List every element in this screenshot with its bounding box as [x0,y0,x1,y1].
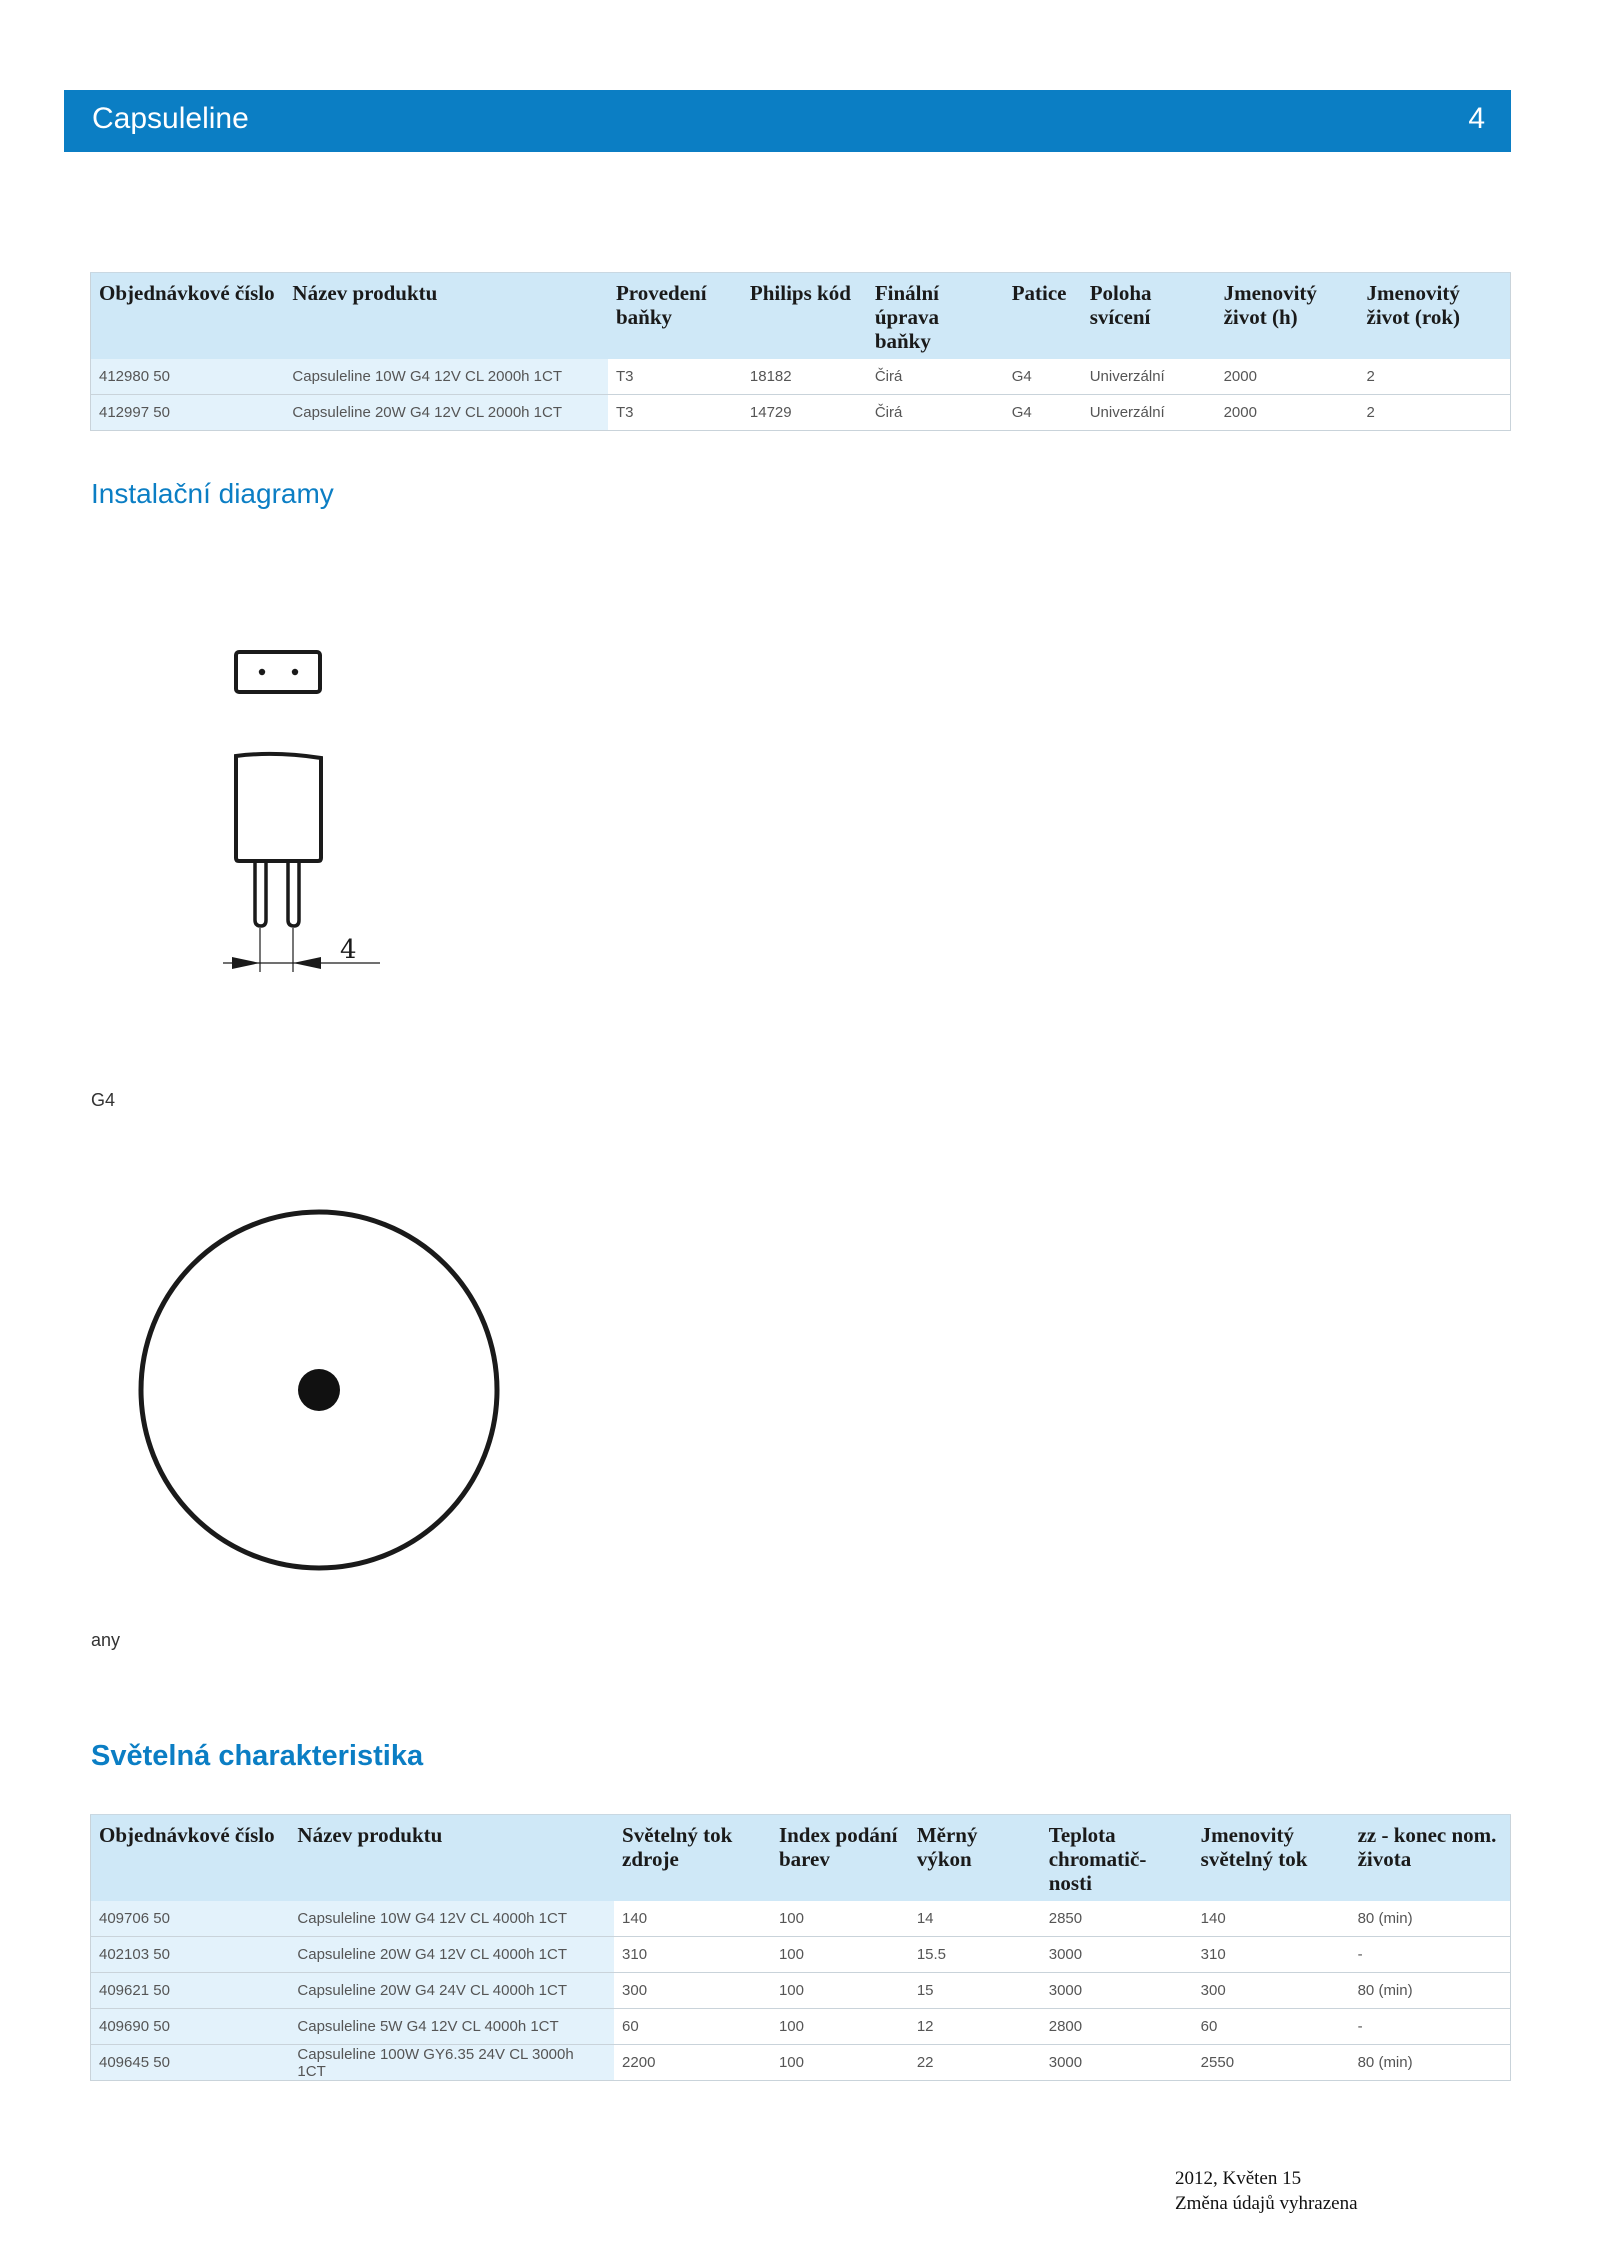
table-cell: 409621 50 [91,1973,290,2009]
table-cell: 100 [771,2045,909,2081]
table-row [91,2009,1511,2045]
table-cell: 2000 [1216,359,1359,395]
table-cell: T3 [608,395,742,431]
column-header: Teplota chromatič-nosti [1041,1815,1193,1902]
pin-dot [259,669,265,675]
table-cell: 60 [614,2009,771,2045]
column-header: Jmenovitý život (h) [1216,273,1359,360]
footer-note: Změna údajů vyhrazena [1175,2193,1358,2214]
arrow-head [232,957,260,969]
table-cell: T3 [608,359,742,395]
table-cell: 100 [771,2009,909,2045]
column-header: Objednávkové číslo [91,1815,290,1902]
table-cell: 140 [1193,1901,1350,1937]
table-cell: 409690 50 [91,2009,290,2045]
arrow-head [293,957,321,969]
g4-lamp-diagram [215,640,395,980]
table-cell: Capsuleline 20W G4 24V CL 4000h 1CT [289,1973,614,2009]
table-cell: Capsuleline 20W G4 12V CL 2000h 1CT [284,395,608,431]
table-cell: 15.5 [909,1937,1041,1973]
table-cell: 22 [909,2045,1041,2081]
table-cell: 60 [1193,2009,1350,2045]
column-header: Název produktu [284,273,608,360]
column-header: zz - konec nom. života [1350,1815,1511,1902]
table-cell: 300 [614,1973,771,2009]
footer-date: 2012, Květen 15 [1175,2168,1302,2189]
column-header: Jmenovitý světelný tok [1193,1815,1350,1902]
table-cell: 2850 [1041,1901,1193,1937]
column-header: Světelný tok zdroje [614,1815,771,1902]
table-cell: 3000 [1041,1973,1193,2009]
table-cell: 2000 [1216,395,1359,431]
column-header: Index podání barev [771,1815,909,1902]
light-characteristics-title: Světelná charakteristika [91,1740,424,1772]
footer [1175,2166,1358,2216]
table-cell: Capsuleline 10W G4 12V CL 4000h 1CT [289,1901,614,1937]
column-header: Provedení baňky [608,273,742,360]
table-row [91,2045,1511,2081]
table-cell: 2200 [614,2045,771,2081]
table-cell: 80 (min) [1350,2045,1511,2081]
table-cell: 140 [614,1901,771,1937]
table-cell: 100 [771,1901,909,1937]
table-cell: 14 [909,1901,1041,1937]
pin-left [255,861,266,926]
pin-dot [292,669,298,675]
column-header: Objednávkové číslo [91,273,285,360]
table-cell: Capsuleline 10W G4 12V CL 2000h 1CT [284,359,608,395]
table-cell: 412997 50 [91,395,285,431]
table-cell: Univerzální [1082,395,1216,431]
table-cell: Čirá [867,359,1004,395]
table-cell: 2800 [1041,2009,1193,2045]
column-header: Patice [1004,273,1082,360]
product-table [90,272,1511,431]
dimension-label: 4 [340,935,357,965]
table-cell: 12 [909,2009,1041,2045]
burning-position-diagram [135,1205,505,1575]
capsule-body [236,754,321,861]
table-header-row [91,1815,1511,1902]
column-header: Měrný výkon [909,1815,1041,1902]
table-cell: 2 [1359,359,1511,395]
table-cell: 3000 [1041,1937,1193,1973]
table-cell: 80 (min) [1350,1973,1511,2009]
table-cell: 409645 50 [91,2045,290,2081]
table-cell: 402103 50 [91,1937,290,1973]
table-cell: - [1350,2009,1511,2045]
table-cell: G4 [1004,359,1082,395]
column-header: Název produktu [289,1815,614,1902]
table-cell: 80 (min) [1350,1901,1511,1937]
table-cell: 15 [909,1973,1041,2009]
table-cell: Capsuleline 20W G4 12V CL 4000h 1CT [289,1937,614,1973]
table-cell: 14729 [742,395,867,431]
table-header-row [91,273,1511,360]
table-cell: G4 [1004,395,1082,431]
light-characteristics-table [90,1814,1511,2081]
table-cell: Capsuleline 100W GY6.35 24V CL 3000h 1CT [289,2045,614,2081]
socket-top-view [236,652,320,692]
table-cell: 3000 [1041,2045,1193,2081]
table-row [91,1973,1511,2009]
column-header: Jmenovitý život (rok) [1359,273,1511,360]
table-cell: - [1350,1937,1511,1973]
table-cell: 310 [614,1937,771,1973]
table-cell: 2550 [1193,2045,1350,2081]
table-cell: Čirá [867,395,1004,431]
column-header: Philips kód [742,273,867,360]
page-number: 4 [1468,102,1485,135]
table-cell: 2 [1359,395,1511,431]
table-cell: 18182 [742,359,867,395]
center-dot [298,1369,340,1411]
table-cell: Univerzální [1082,359,1216,395]
column-header: Finální úprava baňky [867,273,1004,360]
page-title: Capsuleline [92,102,249,135]
install-diagrams-title: Instalační diagramy [91,478,334,509]
table-cell: 412980 50 [91,359,285,395]
table-row [91,359,1511,395]
header-bar [64,90,1511,152]
table-cell: 409706 50 [91,1901,290,1937]
table-row [91,1937,1511,1973]
table-cell: 310 [1193,1937,1350,1973]
diagram-caption-any: any [91,1630,121,1650]
column-header: Poloha svícení [1082,273,1216,360]
table-cell: 100 [771,1973,909,2009]
pin-right [288,861,299,926]
table-row [91,395,1511,431]
table-cell: Capsuleline 5W G4 12V CL 4000h 1CT [289,2009,614,2045]
table-cell: 300 [1193,1973,1350,2009]
table-row [91,1901,1511,1937]
table-cell: 100 [771,1937,909,1973]
diagram-caption-g4: G4 [91,1090,116,1110]
